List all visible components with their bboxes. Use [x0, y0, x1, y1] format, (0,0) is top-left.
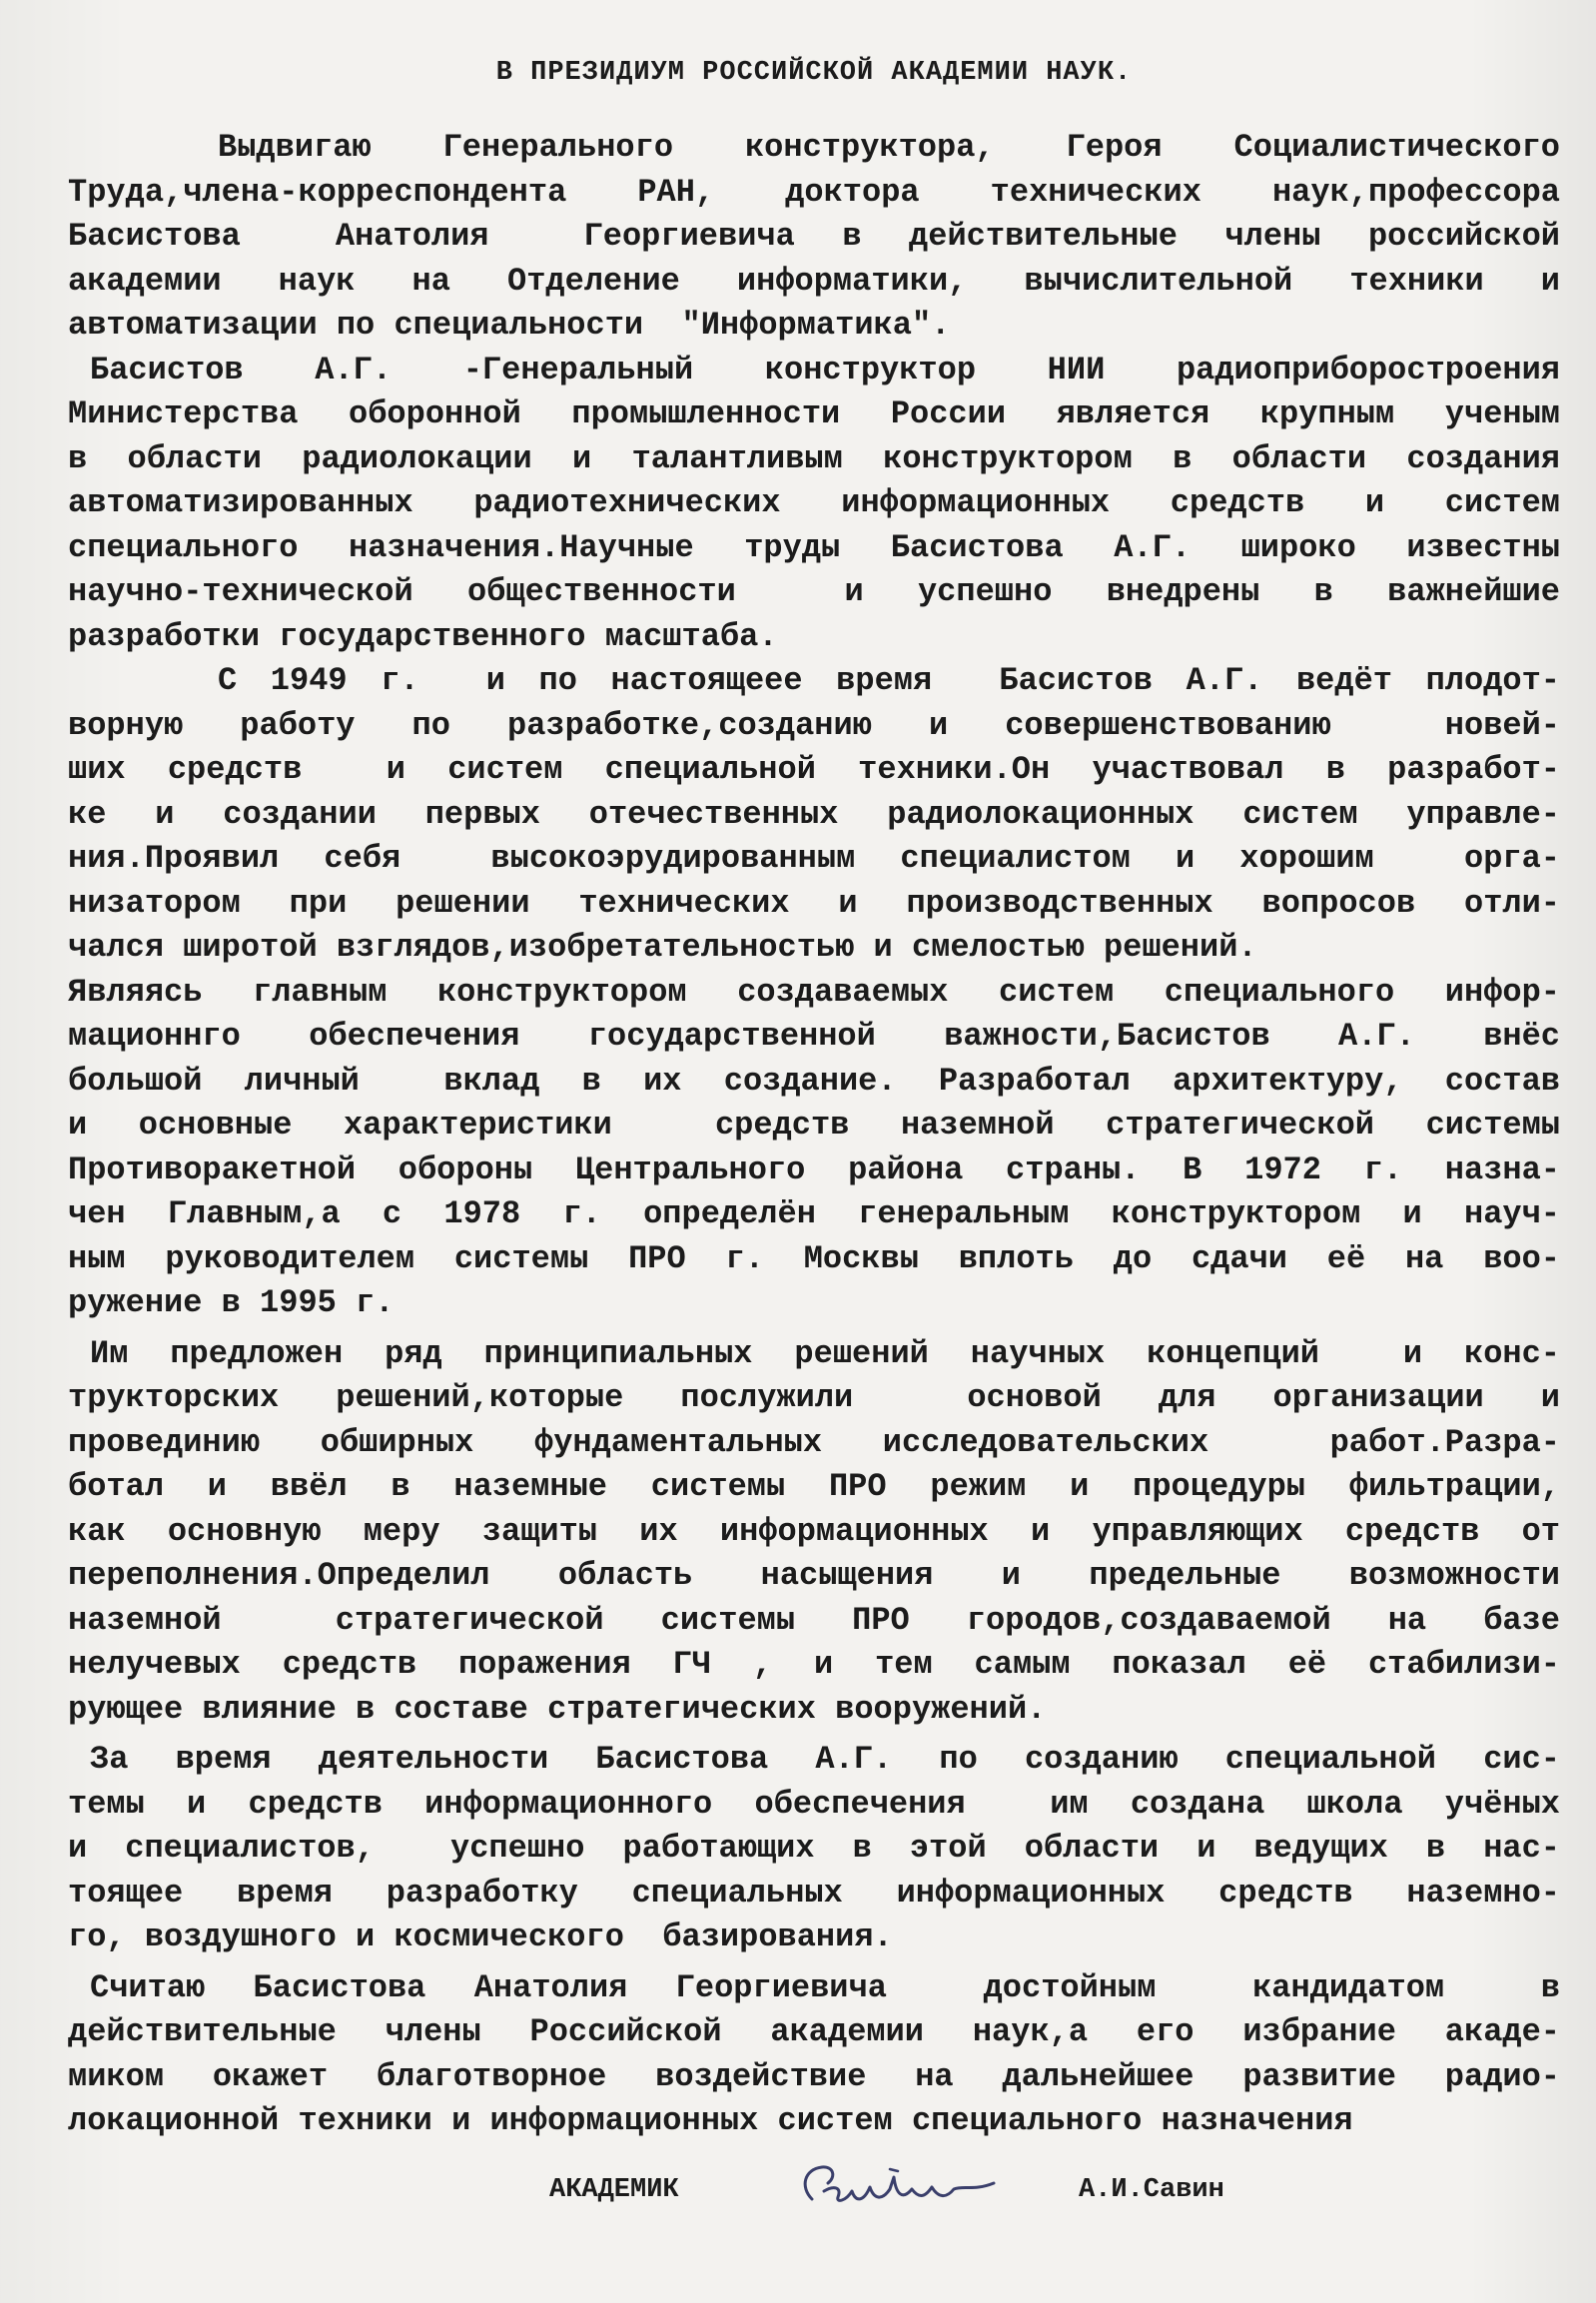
paragraph-line: тоящее время разработку специальных информационных средств наземно- [68, 1874, 1560, 1912]
paragraph-line: Противоракетной обороны Центрального района страны. В 1972 г. назна- [68, 1151, 1560, 1188]
signatory-title: АКАДЕМИК [549, 2175, 679, 2205]
document-heading: В ПРЕЗИДИУМ РОССИЙСКОЙ АКАДЕМИИ НАУК. [495, 58, 1133, 88]
paragraph-line: провединию обширных фундаментальных исследовательских работ.Разра- [68, 1423, 1560, 1461]
paragraph-conclusion [68, 1966, 1560, 2144]
paragraph-line: Выдвигаю Генерального конструктора, Героя Социалистического [218, 129, 1560, 166]
paragraph-line: ворную работу по разработке,созданию и совершенствованию новей- [68, 706, 1560, 744]
paragraph-line: и специалистов, успешно работающих в этой области и ведущих в нас- [68, 1830, 1560, 1867]
paragraph-line: автоматизации по специальности "Информатика". [68, 307, 951, 344]
paragraph-overview [68, 349, 1560, 660]
paragraph-line: наземной стратегической системы ПРО городов,создаваемой на базе [68, 1601, 1560, 1639]
paragraph-line: Считаю Басистова Анатолия Георгиевича достойным кандидатом в [90, 1968, 1560, 2006]
paragraph-line: Министерства оборонной промышленности России является крупным ученым [68, 395, 1560, 432]
paragraph-line: темы и средств информационного обеспечения им создана школа учёных [68, 1785, 1560, 1823]
paragraph-line: трукторских решений,которые послужили основой для организации и [68, 1379, 1560, 1416]
paragraph-line: нелучевых средств поражения ГЧ , и тем самым показал её стабилизи- [68, 1646, 1560, 1683]
paragraph-line: в области радиолокации и талантливым конструктором в области создания [68, 439, 1560, 477]
paragraph-line: чен Главным,а с 1978 г. определён генеральным конструктором и науч- [68, 1195, 1560, 1232]
paragraph-line: рующее влияние в составе стратегических вооружений. [68, 1690, 1047, 1728]
paragraph-line: специального назначения.Научные труды Басистова А.Г. широко известны [68, 528, 1560, 566]
paragraph-line: большой личный вклад в их создание. Разработал архитектуру, состав [68, 1062, 1560, 1100]
paragraph-line: как основную меру защиты их информационных и управляющих средств от [68, 1512, 1560, 1550]
paragraph-line: ке и создании первых отечественных радиолокационных систем управле- [68, 795, 1560, 833]
paragraph-achievements [68, 1332, 1560, 1733]
paragraph-line: локационной техники и информационных систем специального назначения [68, 2102, 1353, 2139]
paragraph-line: научно-технической общественности и успешно внедрены в важнейшие [68, 573, 1560, 610]
paragraph-line: ружение в 1995 г. [68, 1284, 395, 1321]
paragraph-line: разработки государственного масштаба. [68, 617, 778, 655]
paragraph-line: го, воздушного и космического базирования. [68, 1919, 893, 1955]
paragraph-line: ших средств и систем специальной техники.Он участвовал в разработ- [68, 751, 1560, 788]
paragraph-career [68, 659, 1560, 1326]
paragraph-school [68, 1738, 1560, 1960]
paragraph-line: Им предложен ряд принципиальных решений научных концепций и конс- [90, 1334, 1560, 1372]
paragraph-line: ния.Проявил себя высокоэрудированным специалистом и хорошим орга- [68, 840, 1560, 877]
paragraph-line: переполнения.Определил область насыщения и предельные возможности [68, 1557, 1560, 1594]
paragraph-line: Труда,члена-корреспондента РАН, доктора технических наук,профессора [68, 173, 1560, 211]
paragraph-line: Басистов А.Г. -Генеральный конструктор НИИ радиоприборостроения [90, 351, 1560, 388]
paragraph-nomination [68, 126, 1560, 349]
paragraph-line: академии наук на Отделение информатики, вычислительной техники и [68, 262, 1560, 300]
paragraph-line: Басистова Анатолия Георгиевича в действительные члены российской [68, 218, 1560, 255]
paragraph-line: чался широтой взглядов,изобретательностью и смелостью решений. [68, 929, 1257, 966]
paragraph-line: Являясь главным конструктором создаваемых систем специального инфор- [68, 973, 1560, 1011]
paragraph-line: и основные характеристики средств наземной стратегической системы [68, 1107, 1560, 1144]
paragraph-line: За время деятельности Басистова А.Г. по созданию специальной сис- [90, 1741, 1560, 1778]
paragraph-line: ботал и ввёл в наземные системы ПРО режим и процедуры фильтрации, [68, 1468, 1560, 1505]
paragraph-line: миком окажет благотворное воздействие на дальнейшее развитие радио- [68, 2057, 1560, 2095]
signatory-name: А.И.Савин [1079, 2175, 1224, 2205]
paragraph-line: С 1949 г. и по настоящеее время Басистов А.Г. ведёт плодот- [218, 662, 1560, 699]
paragraph-line: автоматизированных радиотехнических информационных средств и систем [68, 484, 1560, 521]
paragraph-line: мационнго обеспечения государственной важности,Басистов А.Г. внёс [68, 1018, 1560, 1055]
paragraph-line: действительные члены Российской академии наук,а его избрание акаде- [68, 2013, 1560, 2050]
paragraph-line: ным руководителем системы ПРО г. Москвы вплоть до сдачи её на воо- [68, 1239, 1560, 1277]
signature-block [0, 2147, 1596, 2237]
handwritten-signature [794, 2147, 1024, 2227]
paragraph-line: низатором при решении технических и производственных вопросов отли- [68, 884, 1560, 922]
